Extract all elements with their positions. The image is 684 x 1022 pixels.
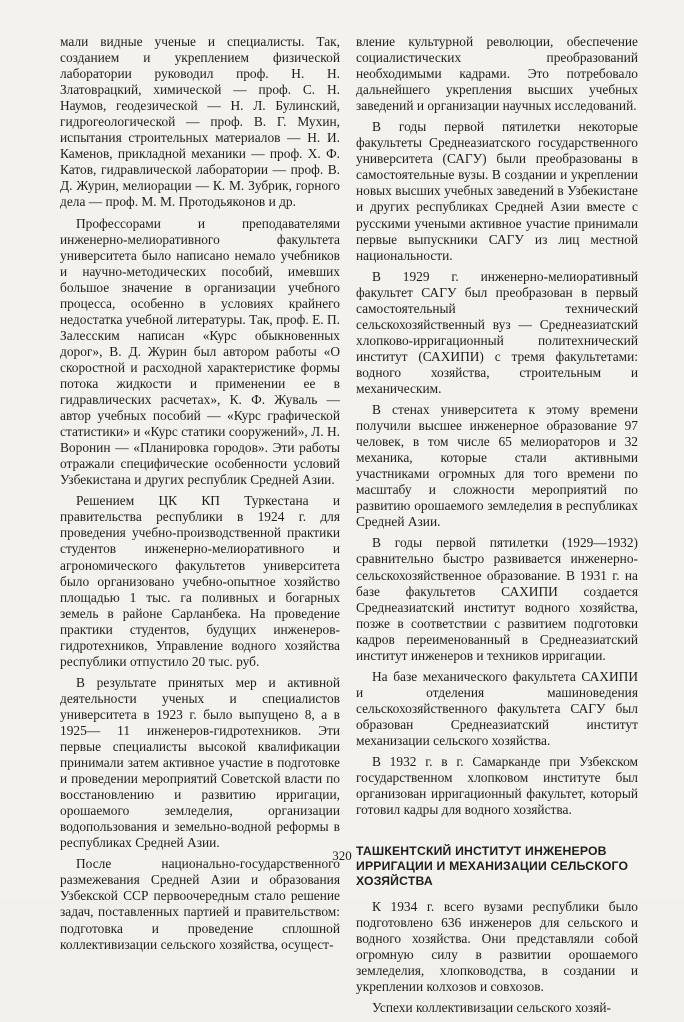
left-column	[60, 34, 340, 958]
paragraph: После национально-государственного размежевания Средней Азии и образования Узбекской ССР первоочередным стало решение задач, поставленных партией и правительством: подготовка и проведение сплошной коллективизации сельского хозяйства, осущест-	[60, 856, 340, 952]
paragraph: Успехи коллективизации сельского хозяй-	[372, 1000, 611, 1016]
paragraph: На базе механического факультета САХИПИ и отделения машиноведения сельскохозяйственного факультета САГУ был образован Среднеазиатский институт механизации сельского хозяйства.	[356, 668, 638, 748]
paragraph: В годы первой пятилетки некоторые факультеты Среднеазиатского государственного университета (САГУ) были преобразованы в самостоятельные вузы. В создании и укреплении новых высших учебных заведений в Узбекистане и других республиках Средней Азии вместе с русскими учеными активное участие принимали первые выпускники САГУ из лиц местной национальности.	[356, 119, 638, 263]
paragraph: В 1929 г. инженерно-мелиоративный факультет САГУ был преобразован в первый самостоятельный технический сельскохозяйственный вуз — Среднеазиатский хлопково-ирригационный политехнический институт (САХИПИ) с тремя факультетами: водного хозяйства, строительным и механическим.	[356, 268, 638, 396]
paragraph: К 1934 г. всего вузами республики было подготовлено 636 инженеров для сельского и водного хозяйства. Они представляли собой огромную силу в развитии орошаемого земледелия, хлопководства, в создании и укреплении колхозов и совхозов.	[356, 899, 638, 995]
paragraph: В результате принятых мер и активной деятельности ученых и специалистов университета в 1923 г. было выпущено 8, а в 1925— 11 инженеров-гидротехников. Эти первые специалисты высокой квалификации принимали затем активное участие в подготовке и проведении мероприятий Советской власти по восстановлению и развитию ирригации, орошаемого земледелия, организации водопользования и земельно-водной реформы в республиках Средней Азии.	[60, 674, 340, 851]
paragraph: Профессорами и преподавателями инженерно-мелиоративного факультета университета было написано немало учебников и научно-методических пособий, имевших большое значение в организации учебного процесса, особенно в условиях крайнего недостатка учебной литературы. Так, проф. Е. П. Залесским написан «Курс обыкновенных дорог», В. Д. Журин был автором работы «О скоростной и расходной характеристике формы потока жидкости и применении ее в гидравлических расчетах», К. Ф. Жуваль — автор учебных пособий — «Курс графической статистики» и «Курс статики сооружений», Л. Н. Воронин — «Планировка городов». Эти работы отражали специфические особенности условий Узбекистана и других республик Средней Азии.	[60, 215, 340, 488]
paragraph: В 1932 г. в г. Самарканде при Узбекском государственном хлопковом институте был организован ирригационный факультет, который готовил кадры для водного хозяйства.	[356, 754, 638, 818]
paragraph: В годы первой пятилетки (1929—1932) сравнительно быстро развивается инженерно-сельскохозяйственное образование. В 1931 г. на базе факультетов САХИПИ создается Среднеазиатский институт водного хозяйства, позже в соответствии с развитием подготовки кадров переименованный в Среднеазиатский институт инженеров и техников ирригации.	[356, 535, 638, 663]
paragraph: Решением ЦК КП Туркестана и правительства республики в 1924 г. для проведения учебно-производственной практики студентов инженерно-мелиоративного и агрономического факультетов университета было организовано учебно-опытное хозяйство площадью 1 тыс. га поливных и богарных земель в районе Capланбека. На проведение практики студентов, будущих инженеров-гидротехников, Управление водного хозяйства республики отпустило 20 тыс. руб.	[60, 493, 340, 669]
section-heading: ТАШКЕНТСКИЙ ИНСТИТУТ ИНЖЕНЕРОВ ИРРИГАЦИИ И МЕХАНИЗАЦИИ СЕЛЬСКОГО ХОЗЯЙСТВА	[356, 844, 629, 889]
page-number: 320	[332, 848, 352, 863]
paragraph: В стенах университета к этому времени получили высшее инженерное образование 97 человек, в том числе 65 мелиораторов и 32 механика, которые стали активными участниками огромных для того времени по масштабу и сложности мероприятий по развитию орошаемого земледелия в республиках Средней Азии.	[356, 402, 638, 530]
paragraph: вление культурной революции, обеспечение социалистических преобразований необходимыми кадрами. Это потребовало дальнейшего укрепления высших учебных заведений и организации научных исследований.	[356, 34, 638, 114]
paragraph: мали видные ученые и специалисты. Так, созданием и укреплением физической лаборатории руководил проф. Н. Н. Златоврацкий, химической — проф. С. Н. Наумов, геодезической — Н. Л. Булинский, гидрогеологической — проф. В. Г. Мухин, испытания строительных материалов — Н. И. Каменов, прикладной механики — проф. Х. Ф. Катов, гидравлической лаборатории — проф. В. Д. Журин, мелиорации — К. М. Зубрик, горного дела — проф. М. М. Протодьяконов и др.	[60, 34, 340, 210]
right-column	[356, 34, 638, 1022]
